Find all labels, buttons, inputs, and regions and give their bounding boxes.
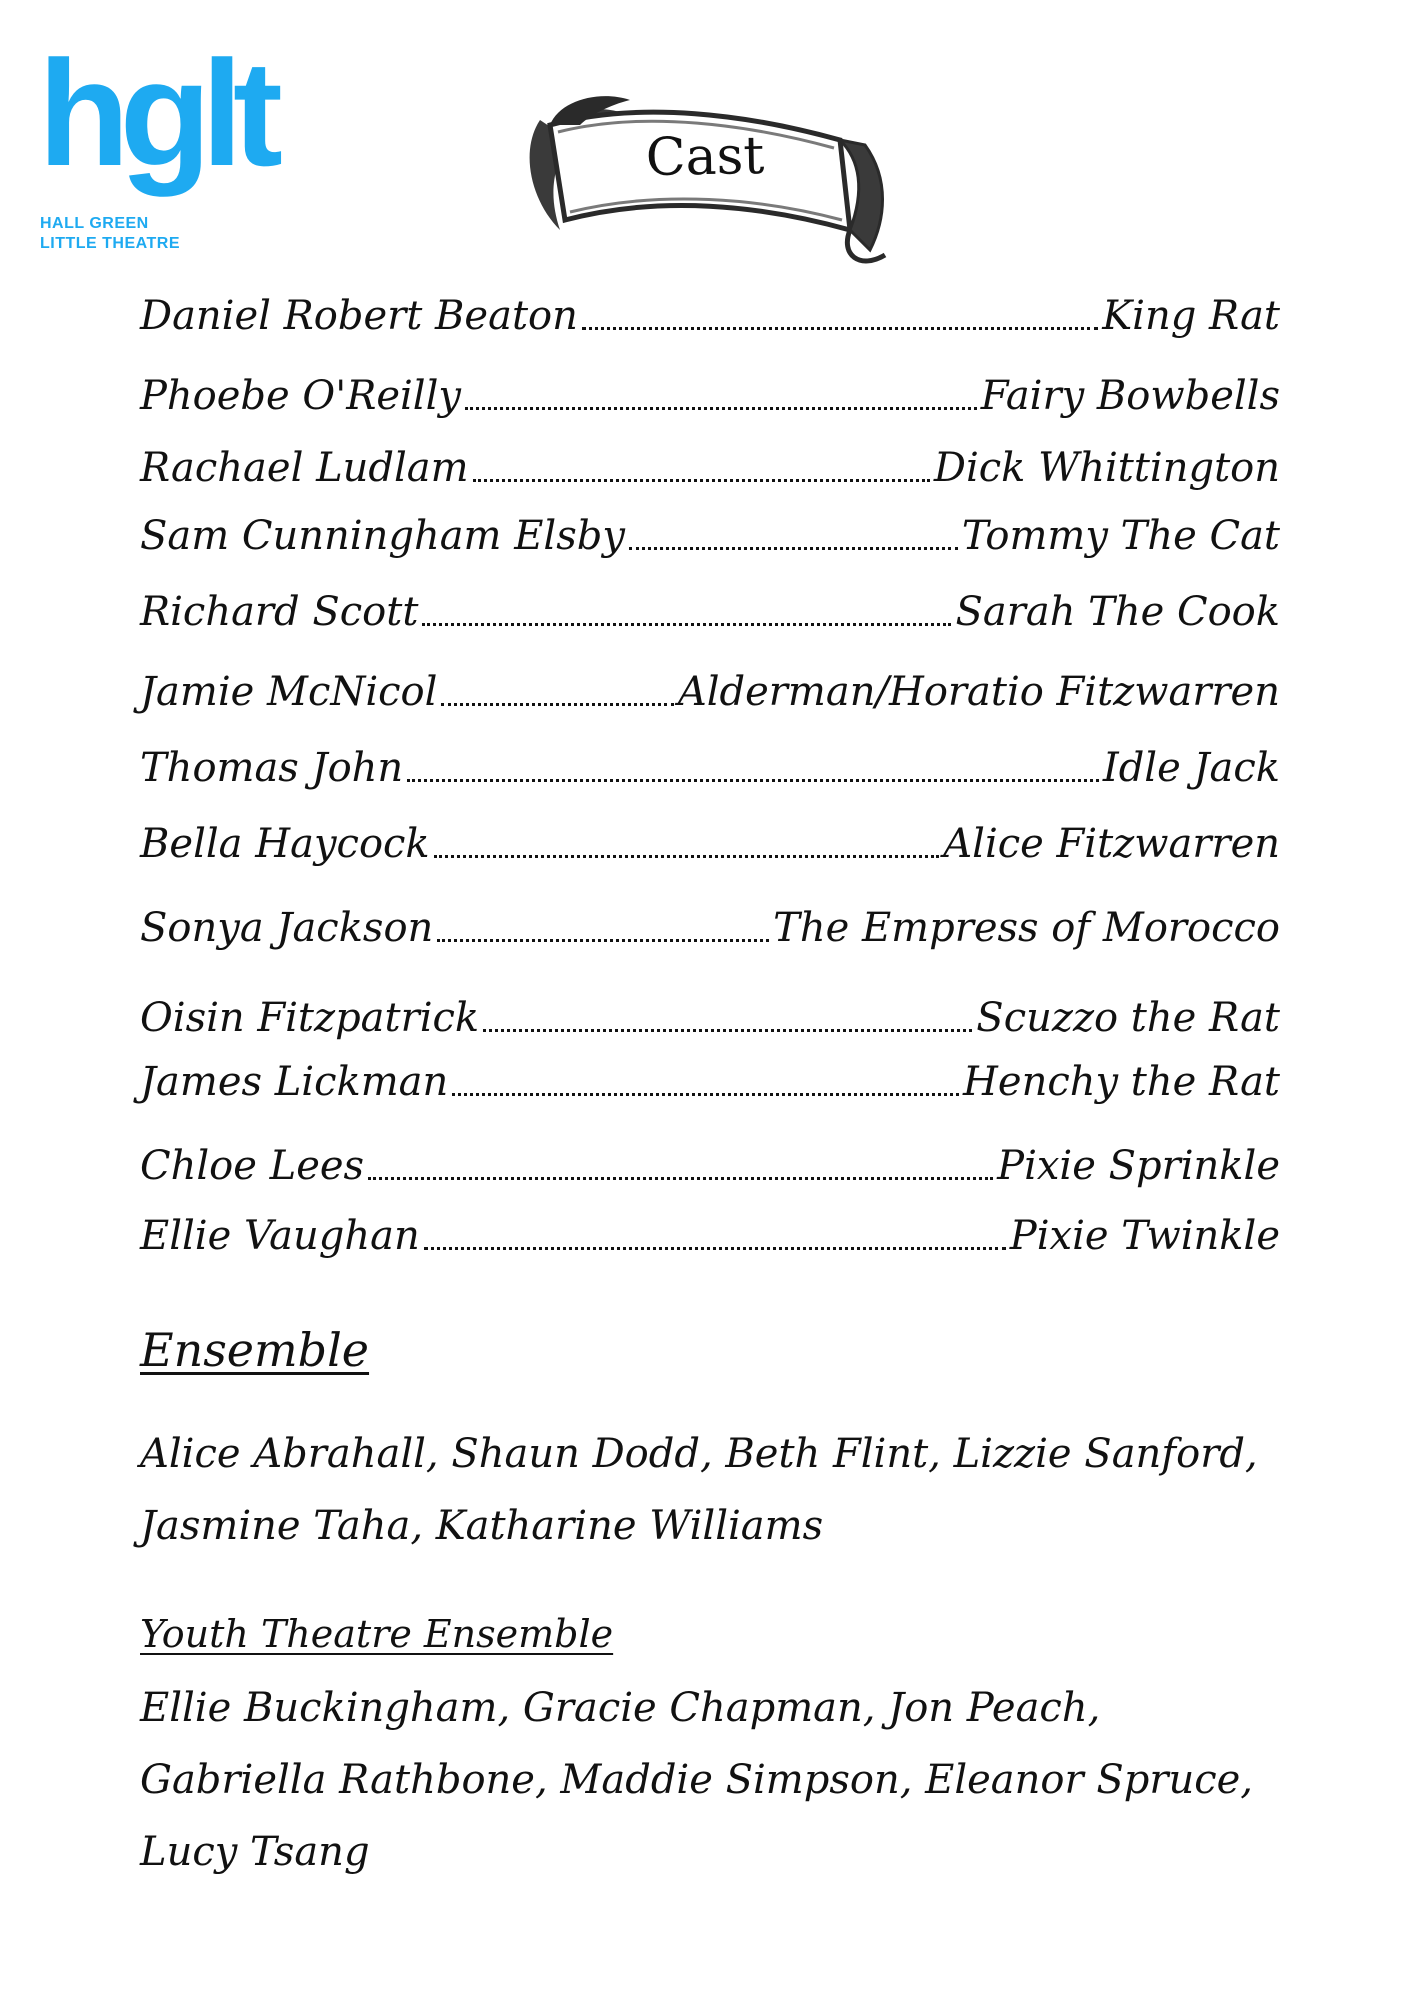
cast-row (140, 816, 1280, 872)
cast-actor: Oisin Fitzpatrick (140, 995, 480, 1041)
dot-leader (368, 1177, 993, 1180)
cast-row (140, 990, 1280, 1046)
cast-row (140, 1208, 1280, 1264)
dot-leader (437, 939, 769, 942)
dot-leader (465, 407, 977, 410)
cast-actor: Bella Haycock (140, 821, 430, 867)
cast-list (140, 0, 1280, 1300)
cast-actor: Sam Cunningham Elsby (140, 513, 625, 559)
dot-leader (407, 779, 1099, 782)
cast-actor: Phoebe O'Reilly (140, 373, 461, 419)
cast-role: Fairy Bowbells (980, 373, 1280, 419)
dot-leader (629, 547, 958, 550)
logo-mark: hglt (38, 29, 273, 197)
ensemble-heading: Ensemble (140, 1323, 370, 1377)
cast-actor: Chloe Lees (140, 1143, 365, 1189)
dot-leader (483, 1029, 972, 1032)
cast-row (140, 664, 1280, 720)
cast-role: Pixie Sprinkle (997, 1143, 1280, 1189)
cast-row (140, 1138, 1280, 1194)
cast-actor: Rachael Ludlam (140, 445, 469, 491)
ensemble-names: Alice Abrahall, Shaun Dodd, Beth Flint, Lizzie Sanford, Jasmine Taha, Katharine Williams (140, 1431, 1258, 1549)
cast-role: Pixie Twinkle (1009, 1213, 1280, 1259)
cast-role: Dick Whittington (933, 445, 1280, 491)
cast-row (140, 440, 1280, 496)
cast-row (140, 508, 1280, 564)
cast-actor: Ellie Vaughan (140, 1213, 420, 1259)
dot-leader (434, 855, 940, 858)
cast-role: Scuzzo the Rat (976, 995, 1280, 1041)
cast-row (140, 900, 1280, 956)
cast-role: Alderman/Horatio Fitzwarren (677, 669, 1280, 715)
cast-actor: Richard Scott (140, 589, 419, 635)
cast-role: Sarah The Cook (955, 589, 1280, 635)
dot-leader (582, 327, 1098, 330)
cast-role: King Rat (1102, 293, 1280, 339)
cast-row (140, 288, 1280, 344)
cast-actor: James Lickman (140, 1059, 449, 1105)
dot-leader (452, 1093, 959, 1096)
logo-subtitle-line-2: LITTLE THEATRE (40, 235, 181, 252)
banner-title: Cast (645, 125, 765, 189)
cast-row (140, 740, 1280, 796)
cast-role: Alice Fitzwarren (943, 821, 1280, 867)
cast-row (140, 1054, 1280, 1110)
dot-leader (441, 703, 673, 706)
cast-actor: Thomas John (140, 745, 404, 791)
dot-leader (424, 1247, 1006, 1250)
cast-role: Henchy the Rat (963, 1059, 1280, 1105)
youth-ensemble-heading: Youth Theatre Ensemble (140, 1612, 614, 1656)
cast-role: The Empress of Morocco (773, 905, 1280, 951)
cast-row (140, 368, 1280, 424)
dot-leader (473, 479, 930, 482)
cast-actor: Jamie McNicol (140, 669, 438, 715)
cast-actor: Daniel Robert Beaton (140, 293, 578, 339)
dot-leader (422, 623, 951, 626)
youth-ensemble-names: Ellie Buckingham, Gracie Chapman, Jon Peach, Gabriella Rathbone, Maddie Simpson, Eleanor Spruce, Lucy Tsang (140, 1685, 1254, 1875)
cast-role: Tommy The Cat (961, 513, 1280, 559)
logo-subtitle-line-1: HALL GREEN (40, 215, 149, 232)
cast-role: Idle Jack (1102, 745, 1280, 791)
cast-row (140, 584, 1280, 640)
cast-actor: Sonya Jackson (140, 905, 434, 951)
